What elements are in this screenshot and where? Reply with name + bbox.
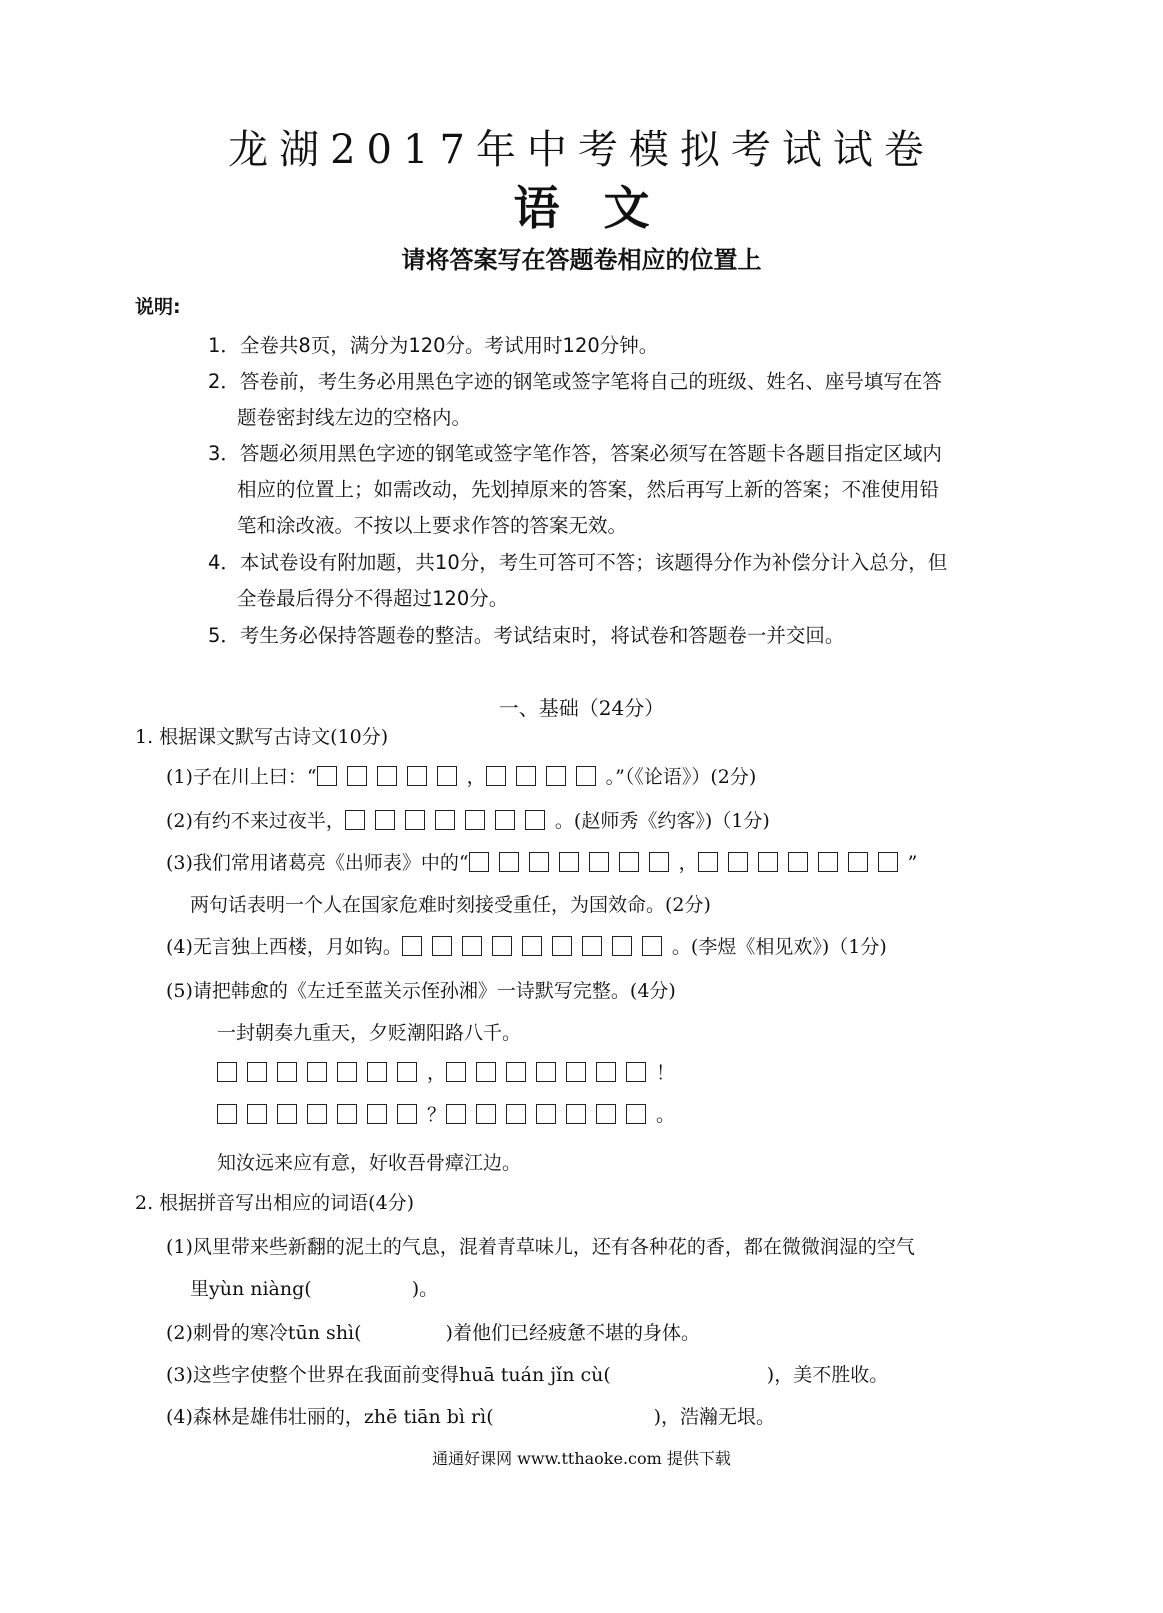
- answer-box[interactable]: [536, 1062, 556, 1082]
- note-item: 3．答题必须用黑色字迹的钢笔或签字笔作答，答案必须写在答题卡各题目指定区域内: [208, 442, 942, 465]
- answer-box[interactable]: [432, 936, 452, 956]
- answer-box[interactable]: [788, 852, 808, 872]
- answer-box[interactable]: [525, 810, 545, 830]
- answer-box[interactable]: [818, 852, 838, 872]
- answer-box[interactable]: [516, 766, 536, 786]
- answer-box[interactable]: [402, 936, 422, 956]
- q1-p3-prefix: (3)我们常用诸葛亮《出师表》中的“: [166, 852, 469, 874]
- answer-box[interactable]: [345, 810, 365, 830]
- answer-box[interactable]: [612, 936, 632, 956]
- answer-box[interactable]: [596, 1062, 616, 1082]
- answer-box[interactable]: [347, 766, 367, 786]
- answer-box[interactable]: [465, 810, 485, 830]
- question-1-title: 1. 根据课文默写古诗文(10分): [135, 726, 389, 748]
- exam-title: 龙湖2017年中考模拟考试试卷: [228, 127, 935, 173]
- note-item-cont: 题卷密封线左边的空格内。: [237, 406, 472, 429]
- answer-box[interactable]: [217, 1104, 237, 1124]
- q2-i3-suffix: )，美不胜收。: [766, 1364, 889, 1386]
- answer-box[interactable]: [492, 936, 512, 956]
- answer-boxes[interactable]: [698, 852, 908, 874]
- comma: ，: [678, 852, 698, 874]
- answer-box[interactable]: [499, 852, 519, 872]
- q2-item-1: (1)风里带来些新翻的泥土的气息，混着青草味儿，还有各种花的香，都在微微润湿的空气: [166, 1236, 915, 1258]
- answer-box[interactable]: [619, 852, 639, 872]
- poem-row-1: [217, 1058, 675, 1085]
- q1-p4-prefix: (4)无言独上西楼，月如钩。: [166, 936, 402, 958]
- answer-box[interactable]: [462, 936, 482, 956]
- question-mark: ？: [427, 1104, 447, 1126]
- answer-box[interactable]: [247, 1062, 267, 1082]
- answer-box[interactable]: [247, 1104, 267, 1124]
- answer-boxes[interactable]: [217, 1104, 427, 1126]
- answer-box[interactable]: [469, 852, 489, 872]
- q2-item-2: [166, 1318, 700, 1345]
- q2-i4-prefix: (4)森林是雄伟壮丽的，zhē tiān bì rì(: [166, 1406, 494, 1428]
- note-item-cont: 全卷最后得分不得超过120分。: [237, 587, 509, 610]
- q1-p2-prefix: (2)有约不来过夜半，: [166, 810, 345, 832]
- poem-row-2: [217, 1100, 675, 1127]
- answer-box[interactable]: [649, 852, 669, 872]
- answer-box[interactable]: [435, 810, 455, 830]
- answer-boxes[interactable]: [402, 936, 672, 958]
- answer-box[interactable]: [307, 1104, 327, 1124]
- q2-item-3: [166, 1360, 888, 1387]
- q1-part-4: [166, 932, 887, 959]
- q1-part-1: [166, 762, 756, 789]
- answer-box[interactable]: [407, 766, 427, 786]
- answer-box[interactable]: [566, 1062, 586, 1082]
- answer-box[interactable]: [522, 936, 542, 956]
- answer-box[interactable]: [486, 766, 506, 786]
- answer-box[interactable]: [546, 766, 566, 786]
- exclamation: ！: [656, 1062, 676, 1084]
- comma: ，: [427, 1062, 447, 1084]
- answer-boxes[interactable]: [486, 766, 606, 788]
- q2-item-1-cont: [190, 1274, 438, 1301]
- answer-box[interactable]: [476, 1062, 496, 1082]
- answer-boxes[interactable]: [317, 766, 467, 788]
- q1-p1-suffix: 。”（《论语》）(2分): [605, 766, 757, 788]
- q1-p3-cont: 两句话表明一个人在国家危难时刻接受重任，为国效命。(2分): [190, 894, 711, 916]
- answer-box[interactable]: [878, 852, 898, 872]
- answer-box[interactable]: [317, 766, 337, 786]
- answer-box[interactable]: [337, 1104, 357, 1124]
- answer-box[interactable]: [758, 852, 778, 872]
- q2-i2-suffix: )着他们已经疲惫不堪的身体。: [445, 1322, 700, 1344]
- answer-box[interactable]: [848, 852, 868, 872]
- answer-box[interactable]: [446, 1062, 466, 1082]
- answer-box[interactable]: [367, 1104, 387, 1124]
- answer-box[interactable]: [728, 852, 748, 872]
- answer-box[interactable]: [375, 810, 395, 830]
- answer-box[interactable]: [437, 766, 457, 786]
- note-item: 2．答卷前，考生务必用黑色字迹的钢笔或签字笔将自己的班级、姓名、座号填写在答: [208, 370, 942, 393]
- answer-box[interactable]: [337, 1062, 357, 1082]
- q1-part-2: [166, 806, 770, 833]
- answer-box[interactable]: [217, 1062, 237, 1082]
- answer-box[interactable]: [552, 936, 572, 956]
- answer-box[interactable]: [446, 1104, 466, 1124]
- answer-box[interactable]: [529, 852, 549, 872]
- answer-box[interactable]: [277, 1104, 297, 1124]
- notes-label: 说明:: [135, 296, 181, 318]
- note-item: 5．考生务必保持答题卷的整洁。考试结束时，将试卷和答题卷一并交回。: [208, 624, 845, 647]
- answer-boxes[interactable]: [469, 852, 679, 874]
- answer-box[interactable]: [367, 1062, 387, 1082]
- q2-i4-suffix: )，浩瀚无垠。: [653, 1406, 776, 1428]
- answer-box[interactable]: [277, 1062, 297, 1082]
- answer-boxes[interactable]: [446, 1104, 656, 1126]
- note-item: 1．全卷共8页，满分为120分。考试用时120分钟。: [208, 334, 659, 357]
- answer-box[interactable]: [506, 1062, 526, 1082]
- q1-p2-suffix: 。(赵师秀《约客》)（1分): [554, 810, 770, 832]
- answer-box[interactable]: [495, 810, 515, 830]
- close-quote: ”: [907, 852, 918, 874]
- q1-p5-title: (5)请把韩愈的《左迁至蓝关示侄孙湘》一诗默写完整。(4分): [166, 980, 676, 1002]
- answer-boxes[interactable]: [446, 1062, 656, 1084]
- section-heading: 一、基础（24分）: [498, 696, 665, 720]
- note-item-cont: 相应的位置上；如需改动，先划掉原来的答案，然后再写上新的答案；不准使用铅: [237, 478, 940, 501]
- q2-i3-prefix: (3)这些字使整个世界在我面前变得huā tuán jǐn cù(: [166, 1364, 611, 1386]
- note-item-cont: 笔和涂改液。不按以上要求作答的答案无效。: [237, 514, 628, 537]
- poem-last-line: 知汝远来应有意，好收吾骨瘴江边。: [217, 1152, 522, 1174]
- answer-box[interactable]: [397, 1104, 417, 1124]
- answer-box[interactable]: [377, 766, 397, 786]
- poem-first-line: 一封朝奏九重天，夕贬潮阳路八千。: [217, 1022, 522, 1044]
- q1-p1-prefix: (1)子在川上曰：“: [166, 766, 317, 788]
- answer-box[interactable]: [559, 852, 579, 872]
- answer-boxes[interactable]: [345, 810, 555, 832]
- period: 。: [656, 1104, 676, 1126]
- q1-part-3: [166, 848, 917, 875]
- q2-i2-prefix: (2)刺骨的寒冷tūn shì(: [166, 1322, 362, 1344]
- answer-box[interactable]: [397, 1062, 417, 1082]
- answer-box[interactable]: [582, 936, 602, 956]
- q2-item-4: [166, 1402, 775, 1429]
- answer-box[interactable]: [626, 1062, 646, 1082]
- answer-box[interactable]: [576, 766, 596, 786]
- question-2-title: 2. 根据拼音写出相应的词语(4分): [135, 1192, 415, 1214]
- q1-p4-suffix: 。(李煜《相见欢》)（1分): [671, 936, 887, 958]
- answer-box[interactable]: [698, 852, 718, 872]
- answer-box[interactable]: [405, 810, 425, 830]
- page-footer: 通通好课网 www.tthaoke.com 提供下载: [432, 1449, 731, 1468]
- answer-box[interactable]: [589, 852, 609, 872]
- exam-instruction: 请将答案写在答题卷相应的位置上: [401, 246, 762, 274]
- answer-box[interactable]: [307, 1062, 327, 1082]
- q2-i1-prefix: 里yùn niàng(: [190, 1278, 312, 1300]
- answer-box[interactable]: [626, 1104, 646, 1124]
- answer-box[interactable]: [642, 936, 662, 956]
- exam-subject: 语文: [513, 181, 694, 235]
- q2-i1-suffix: )。: [411, 1278, 439, 1300]
- comma: ，: [466, 766, 486, 788]
- answer-box[interactable]: [536, 1104, 556, 1124]
- answer-box[interactable]: [596, 1104, 616, 1124]
- answer-box[interactable]: [476, 1104, 496, 1124]
- answer-box[interactable]: [566, 1104, 586, 1124]
- answer-box[interactable]: [506, 1104, 526, 1124]
- note-item: 4．本试卷设有附加题，共10分，考生可答可不答；该题得分作为补偿分计入总分，但: [208, 551, 948, 574]
- answer-boxes[interactable]: [217, 1062, 427, 1084]
